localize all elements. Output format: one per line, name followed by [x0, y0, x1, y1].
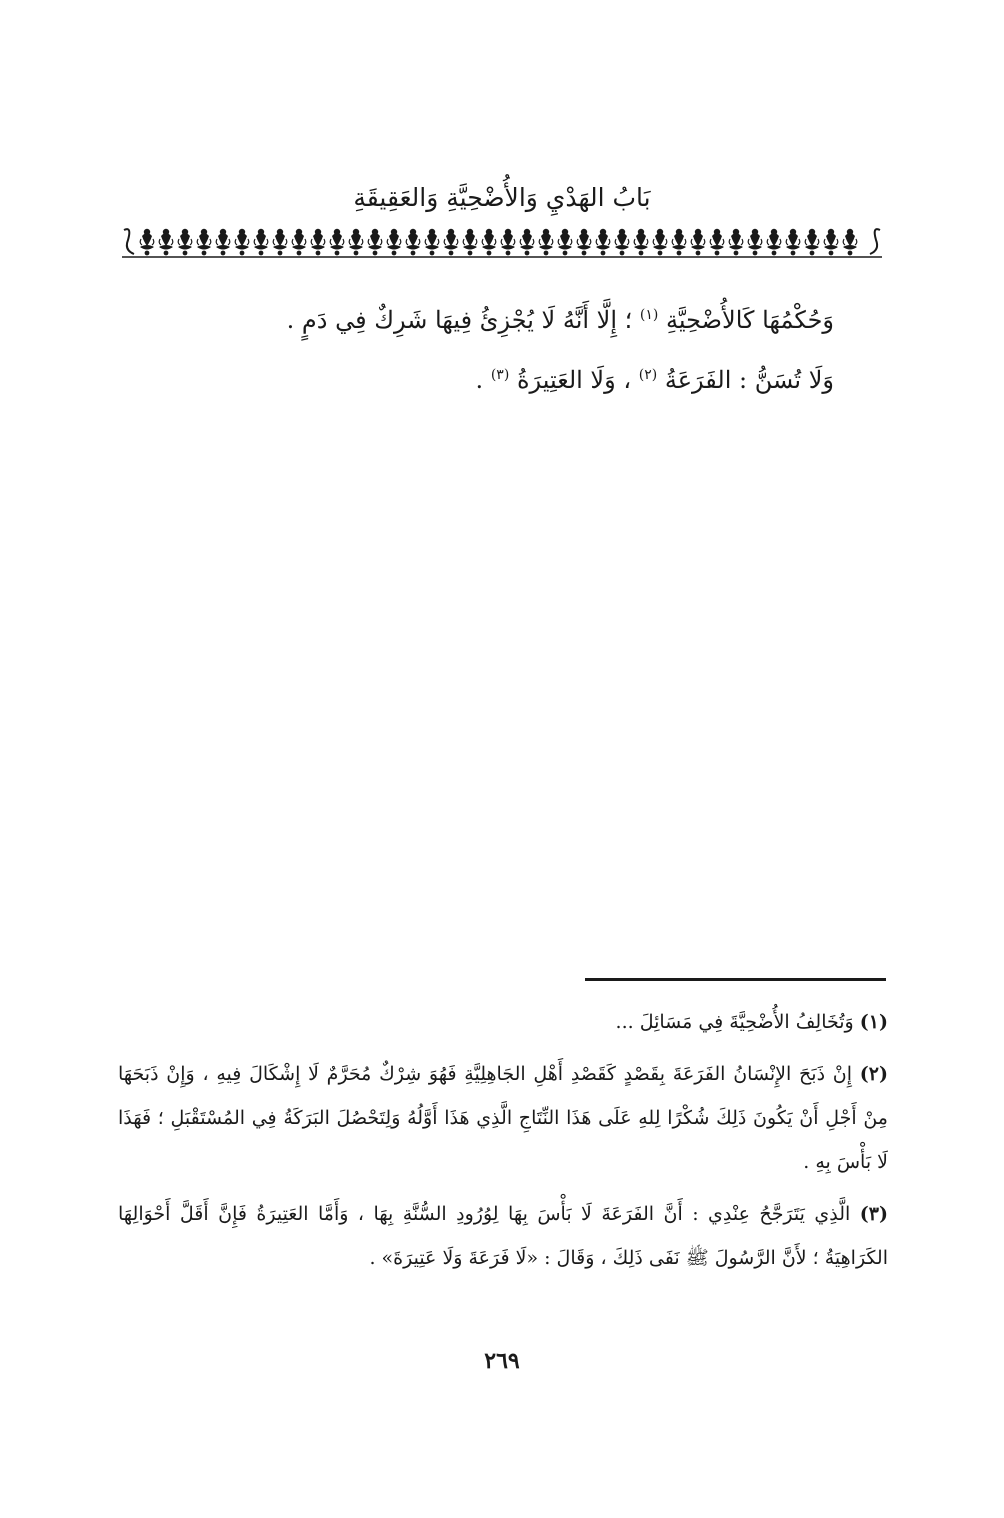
ornament-motif — [767, 229, 781, 256]
ornament-motif — [691, 229, 705, 256]
ornament-motif — [463, 229, 477, 256]
footnote-2-number: (٢) — [859, 1063, 888, 1085]
footnote-1 — [118, 1000, 888, 1044]
ornament-motif — [539, 229, 553, 256]
footnote-2 — [118, 1052, 888, 1184]
ornament-motif — [140, 229, 154, 256]
floral-ornament-border-icon — [122, 224, 882, 258]
ornament-motif — [558, 229, 572, 256]
page-number: ٢٦٩ — [484, 1348, 520, 1374]
main-line-2-part-a: وَلَا تُسَنُّ : الفَرَعَةُ — [664, 366, 834, 394]
ornament-motif — [387, 229, 401, 256]
ornament-motif — [805, 229, 819, 256]
ornament-motif — [368, 229, 382, 256]
footnote-ref-3[interactable]: (٣) — [490, 367, 510, 383]
main-line-2 — [118, 350, 834, 410]
ornament-motif — [178, 229, 192, 256]
footnote-3 — [118, 1192, 888, 1280]
ornament-motif — [235, 229, 249, 256]
ornament-motif — [406, 229, 420, 256]
ornament-motif — [577, 229, 591, 256]
ornament-motif — [596, 229, 610, 256]
ornament-motif — [349, 229, 363, 256]
footnote-1-text: وَتُخَالِفُ الأُضْحِيَّةَ فِي مَسَائِلَ ... — [615, 1011, 854, 1033]
ornament-motif — [292, 229, 306, 256]
ornament-motif — [615, 229, 629, 256]
footnote-2-text: إِنْ ذَبَحَ الإِنْسَانُ الفَرَعَةَ بِقَصْدٍ كَقَصْدِ أَهْلِ الجَاهِلِيَّةِ فَهُوَ شِرْكٌ مُحَرَّمٌ لَا إِشْكَالَ فِيهِ ، وَإِنْ ذَبَحَهَا مِنْ أَجْلِ أَنْ يَكُونَ ذَلِكَ شُكْرًا لِلهِ عَلَى هَذَا النِّتَاجِ الَّذِي هَذَا أَوَّلُهُ وَلِتَحْصُلَ البَرَكَةُ فِي المُسْتَقْبَلِ ؛ فَهَذَا لَا بَأْسَ بِهِ . — [118, 1063, 888, 1173]
ornament-motif — [254, 229, 268, 256]
ornament-motif — [843, 229, 857, 256]
footnote-ref-2[interactable]: (٢) — [638, 367, 658, 383]
main-text — [118, 290, 834, 410]
ornament-motif — [482, 229, 496, 256]
footnote-3-text: الَّذِي يَتَرَجَّحُ عِنْدِي : أَنَّ الفَرَعَةَ لَا بَأْسَ بِهَا لِوُرُودِ السُّنَّةِ بِهَا ، وَأَمَّا العَتِيرَةُ فَإِنَّ أَقَلَّ أَحْوَالِهَا الكَرَاهِيَةُ ؛ لأَنَّ الرَّسُولَ ﷺ نَفَى ذَلِكَ ، وَقَالَ : «لَا فَرَعَةَ وَلَا عَتِيرَةَ» . — [118, 1203, 888, 1269]
ornament-motif — [672, 229, 686, 256]
ornament-motif — [786, 229, 800, 256]
ornament-motif — [729, 229, 743, 256]
ornament-motif — [501, 229, 515, 256]
main-line-2-part-b: ، وَلَا العَتِيرَةُ — [516, 366, 632, 394]
main-line-2-part-c: . — [475, 366, 484, 394]
ornament-motif — [520, 229, 534, 256]
ornament-motif — [710, 229, 724, 256]
ornament-motif — [653, 229, 667, 256]
ornament-motif — [634, 229, 648, 256]
ornament-motif — [425, 229, 439, 256]
ornament-motif — [311, 229, 325, 256]
ornament-motif — [444, 229, 458, 256]
main-line-1 — [118, 290, 834, 350]
ornament-motif — [159, 229, 173, 256]
footnote-3-number: (٣) — [859, 1203, 888, 1225]
footnote-separator — [585, 978, 886, 981]
main-line-1-part-b: ؛ إِلَّا أَنَّهُ لَا يُجْزِئُ فِيهَا شَرِكٌ فِي دَمٍ . — [286, 306, 633, 334]
ornament-motif — [824, 229, 838, 256]
chapter-title: بَابُ الهَدْيِ وَالأُضْحِيَّةِ وَالعَقِيقَةِ — [353, 183, 651, 212]
footnotes — [118, 1000, 888, 1288]
main-line-1-part-a: وَحُكْمُهَا كَالأُضْحِيَّةِ — [666, 306, 834, 334]
ornament-motif — [330, 229, 344, 256]
footnote-1-number: (١) — [859, 1011, 888, 1033]
footnote-ref-1[interactable]: (١) — [639, 307, 659, 323]
ornament-motif — [197, 229, 211, 256]
ornament-motif — [216, 229, 230, 256]
ornament-motif — [273, 229, 287, 256]
ornament-motif — [748, 229, 762, 256]
